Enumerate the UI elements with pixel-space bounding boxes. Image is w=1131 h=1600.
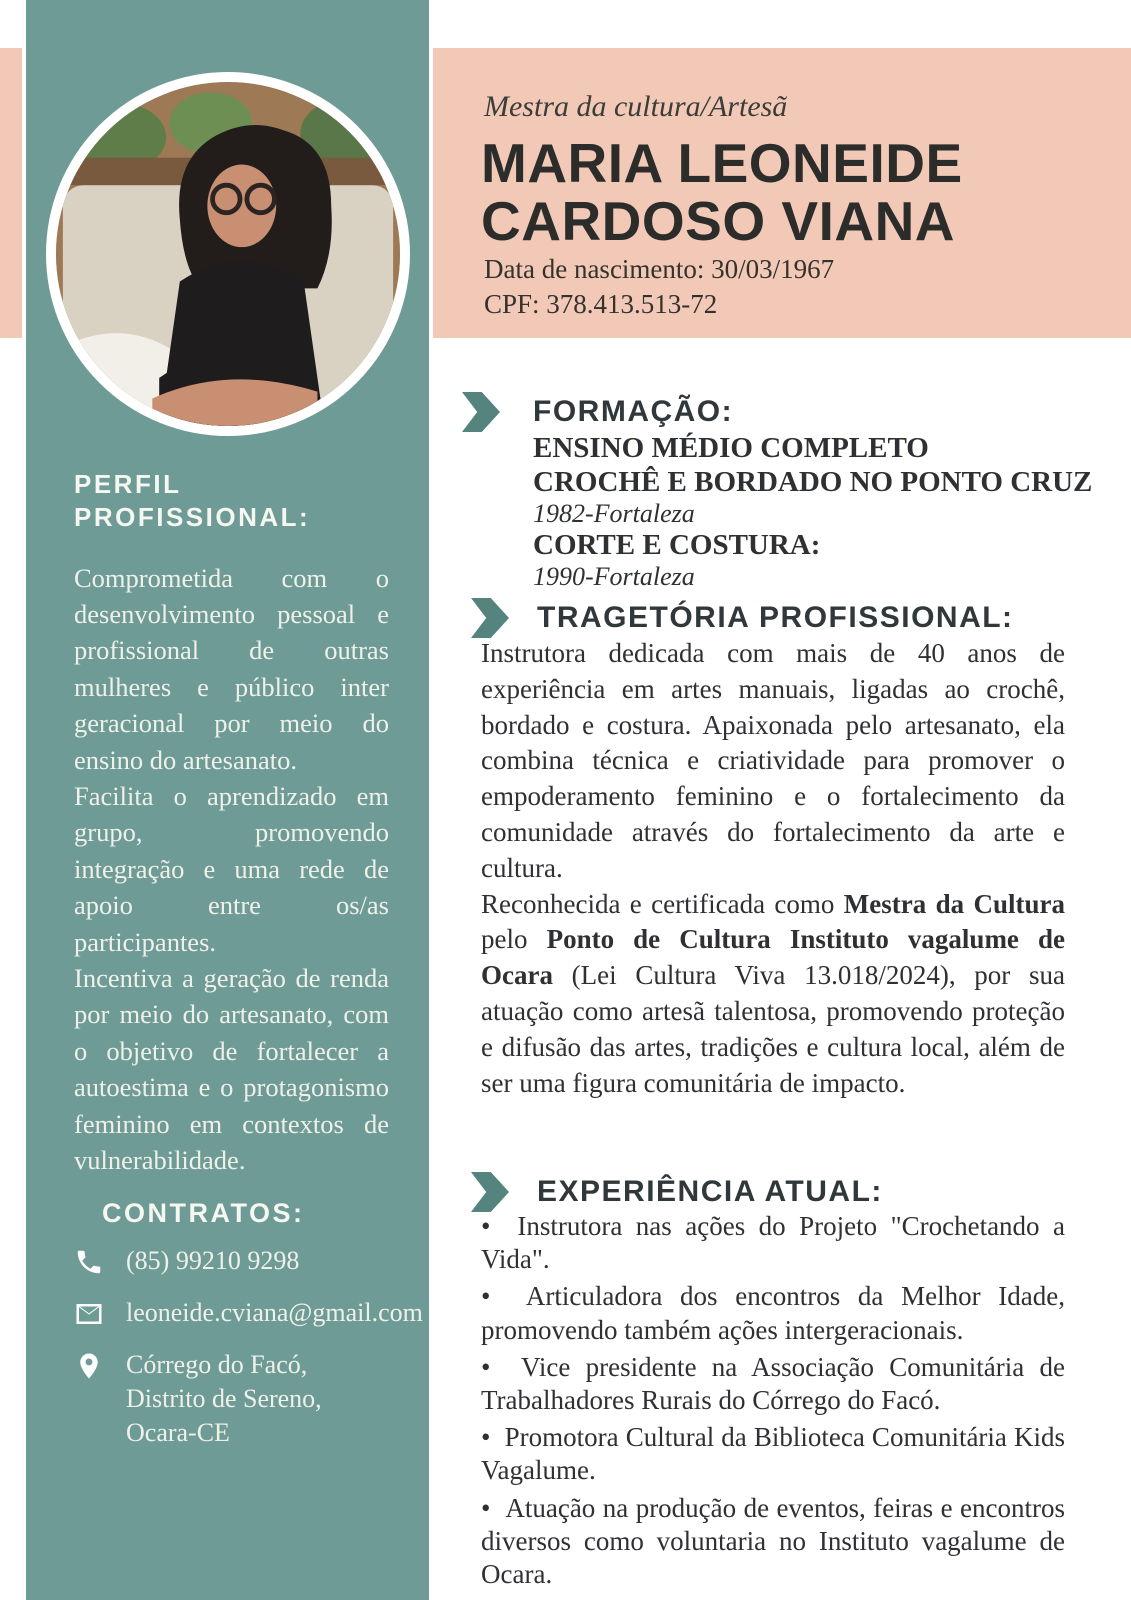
contact-row-email <box>74 1296 423 1333</box>
experience-bullet-list <box>481 1210 1065 1595</box>
tragetoria-paragraph-2 <box>481 887 1065 1102</box>
phone-number: (85) 99210 9298 <box>126 1246 300 1276</box>
section-formacao-header <box>462 392 733 432</box>
section-title: EXPERIÊNCIA ATUAL: <box>537 1175 883 1208</box>
experience-bullet: • Articuladora dos encontros da Melhor Idade, promovendo também ações intergeracionais. <box>481 1280 1065 1346</box>
section-experiencia-header <box>471 1172 883 1212</box>
address-line: Córrego do Facó, <box>126 1350 308 1380</box>
education-list <box>533 431 1092 591</box>
job-title: Mestra da cultura/Artesã <box>484 90 788 123</box>
tragetoria-paragraph-1: Instrutora dedicada com mais de 40 anos de experiência em artes manuais, ligadas ao crochê, bordado e costura. Apaixonada pelo artesanato, ela combina técnica e criatividade para promover o empoderamento feminino e o fortalecimento da comunidade através do fortalecimento da arte e cultura. <box>481 638 1065 883</box>
section-title: TRAGETÓRIA PROFISSIONAL: <box>537 601 1014 634</box>
education-item: ENSINO MÉDIO COMPLETO <box>533 432 929 464</box>
text-run: Reconhecida e certificada como <box>481 888 844 919</box>
person-name <box>481 134 963 250</box>
contacts-section-heading: CONTRATOS: <box>102 1198 305 1229</box>
education-item-detail: 1982-Fortaleza <box>533 499 695 528</box>
person-name-line1: MARIA LEONEIDE <box>481 132 963 194</box>
profile-paragraph: Comprometida com o desenvolvimento pessoal e profissional de outras mulheres e público inter geracional por meio do ensino do artesanato. <box>74 562 389 775</box>
profile-paragraph: Incentiva a geração de renda por meio do artesanato, com o objetivo de fortalecer a autoestima e o protagonismo feminino em contextos de vulnerabilidade. <box>74 963 389 1176</box>
cpf-number: CPF: 378.413.513-72 <box>484 289 718 319</box>
address-line: Distrito de Sereno, <box>126 1384 322 1414</box>
person-name-line2: CARDOSO VIANA <box>481 190 956 252</box>
tragetoria-text <box>481 636 1065 1101</box>
address-line: Ocara-CE <box>126 1418 230 1448</box>
text-run: pelo <box>481 924 547 955</box>
experience-bullet: • Atuação na produção de eventos, feiras e encontros diversos como voluntaria no Instituto vagalume de Ocara. <box>481 1492 1065 1592</box>
education-item: CROCHÊ E BORDADO NO PONTO CRUZ <box>533 466 1093 498</box>
location-pin-icon <box>74 1351 104 1385</box>
text-run-bold: Ponto de Cultura Instituto vagalume de Ocara <box>481 924 1065 991</box>
text-run: (Lei Cultura Viva 13.018/2024), por sua atuação como artesã talentosa, promovendo proteção e difusão das artes, tradições e cultura local, além de ser uma figura comunitária de impacto. <box>481 960 1065 1098</box>
section-tragetoria-header <box>471 598 1014 638</box>
address <box>126 1348 322 1450</box>
email-address: leoneide.cviana@gmail.com <box>126 1298 423 1328</box>
education-item: CORTE E COSTURA: <box>533 529 821 561</box>
birth-date: Data de nascimento: 30/03/1967 <box>484 254 835 284</box>
experience-bullet: • Vice presidente na Associação Comunitária de Trabalhadores Rurais do Córrego do Facó. <box>481 1351 1065 1417</box>
chevron-icon <box>471 598 509 638</box>
text-run-bold: Mestra da Cultura <box>843 888 1065 919</box>
profile-paragraph: Facilita o aprendizado em grupo, promovendo integração e uma rede de apoio entre os/as participantes. <box>74 780 389 957</box>
chevron-icon <box>471 1172 509 1212</box>
profile-photo <box>46 72 410 436</box>
chevron-icon <box>462 392 500 432</box>
experience-bullet: • Instrutora nas ações do Projeto "Crochetando a Vida". <box>481 1210 1065 1276</box>
experience-bullet: • Promotora Cultural da Biblioteca Comunitária Kids Vagalume. <box>481 1421 1065 1487</box>
education-item-detail: 1990-Fortaleza <box>533 562 695 591</box>
profile-section-heading: PERFIL PROFISSIONAL: <box>74 469 311 533</box>
profile-photo-illustration <box>56 82 400 426</box>
section-title: FORMAÇÃO: <box>533 395 734 428</box>
phone-icon <box>74 1247 104 1281</box>
contact-row-phone <box>74 1244 389 1281</box>
email-icon <box>74 1299 104 1333</box>
profile-text <box>74 560 389 1179</box>
contact-row-address <box>74 1348 389 1450</box>
